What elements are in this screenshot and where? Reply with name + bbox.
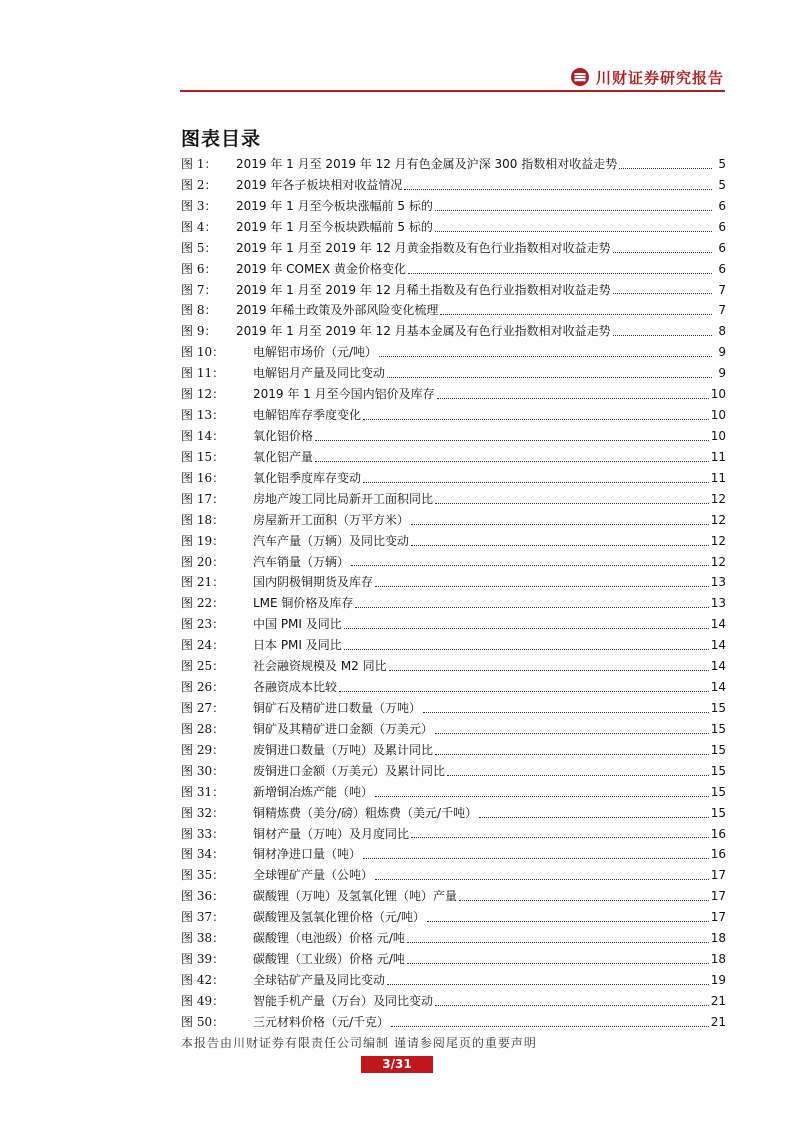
toc-entry-page: 21 [710,993,726,1008]
toc-leader-dots [479,816,709,818]
toc-entry[interactable] [181,824,726,845]
toc-entry-title: 废铜进口金额（万美元）及累计同比 [253,763,446,778]
toc-entry-page: 13 [710,575,726,590]
toc-leader-dots [389,669,709,671]
toc-entry-number: 图 22： [181,596,225,611]
toc-entry-page: 7 [718,282,726,297]
toc-entry-page: 6 [718,198,726,213]
toc-entry-title: 汽车销量（万辆） [253,554,350,569]
toc-entry-page: 15 [710,700,726,715]
toc-entry[interactable] [181,614,726,635]
toc-entry-number: 图 5： [181,240,217,255]
toc-leader-dots [427,920,709,922]
toc-entry[interactable] [181,677,726,698]
toc-entry-title: 碳酸锂（工业级）价格 元/吨 [253,952,405,967]
table-of-figures [181,154,726,1033]
toc-entry-title: 铜矿及其精矿进口金额（万美元） [253,721,434,736]
toc-entry[interactable] [181,300,726,321]
toc-entry-title: 2019 年 1 月至 2019 年 12 月黄金指数及有色行业指数相对收益走势 [236,240,611,255]
toc-leader-dots [435,732,709,734]
toc-entry-page: 9 [718,345,726,360]
toc-entry-number: 图 36： [181,889,225,904]
toc-entry-title: 汽车产量（万辆）及同比变动 [253,533,410,548]
toc-entry[interactable] [181,405,726,426]
toc-entry-title: 2019 年稀土政策及外部风险变化梳理 [236,303,439,318]
brand [570,66,724,88]
toc-entry[interactable] [181,572,726,593]
toc-entry[interactable] [181,531,726,552]
toc-entry-page: 15 [710,721,726,736]
toc-leader-dots [459,899,709,901]
toc-entry[interactable] [181,970,726,991]
toc-entry-number: 图 4： [181,219,217,234]
toc-entry-number: 图 19： [181,533,225,548]
toc-entry-number: 图 34： [181,847,225,862]
toc-entry-number: 图 6： [181,261,217,276]
toc-entry-number: 图 8： [181,303,217,318]
toc-entry-title: 氧化铝季度库存变动 [253,470,362,485]
toc-entry-page: 15 [710,784,726,799]
toc-leader-dots [407,962,709,964]
toc-entry-title: 中国 PMI 及同比 [253,617,342,632]
toc-entry-number: 图 12： [181,387,225,402]
toc-leader-dots [435,230,712,232]
toc-entry[interactable] [181,1012,726,1033]
toc-entry[interactable] [181,217,726,238]
toc-entry-number: 图 13： [181,408,225,423]
toc-entry-page: 10 [710,408,726,423]
toc-entry-title: 全球锂矿产量（公吨） [253,868,374,883]
toc-entry-title: 日本 PMI 及同比 [253,638,342,653]
toc-entry-number: 图 42： [181,972,225,987]
toc-entry[interactable] [181,844,726,865]
toc-leader-dots [613,334,712,336]
toc-entry-page: 8 [718,324,726,339]
toc-entry-title: 国内阴极铜期货及库存 [253,575,374,590]
toc-entry-title: 2019 年 COMEX 黄金价格变化 [236,261,406,276]
toc-entry[interactable] [181,740,726,761]
toc-entry-title: LME 铜价格及库存 [253,596,354,611]
toc-leader-dots [355,606,708,608]
toc-leader-dots [619,167,712,169]
toc-leader-dots [435,209,712,211]
toc-leader-dots [351,564,709,566]
toc-entry-title: 铜矿石及精矿进口数量（万吨） [253,700,422,715]
toc-entry-page: 15 [710,763,726,778]
toc-entry-number: 图 31： [181,784,225,799]
toc-leader-dots [315,460,709,462]
toc-entry-page: 18 [710,931,726,946]
chuancai-logo-icon [570,67,590,87]
toc-entry[interactable] [181,238,726,259]
toc-entry-number: 图 10： [181,345,225,360]
toc-entry-title: 2019 年 1 月至 2019 年 12 月基本金属及有色行业指数相对收益走势 [236,324,611,339]
toc-entry[interactable] [181,761,726,782]
toc-entry[interactable] [181,154,726,175]
toc-entry[interactable] [181,907,726,928]
toc-entry[interactable] [181,384,726,405]
toc-leader-dots [387,983,709,985]
toc-entry-page: 12 [710,533,726,548]
toc-entry-title: 2019 年各子板块相对收益情况 [236,177,403,192]
toc-entry-number: 图 29： [181,742,225,757]
toc-leader-dots [363,857,709,859]
toc-entry[interactable] [181,865,726,886]
toc-leader-dots [411,544,709,546]
toc-entry-title: 铜材净进口量（吨） [253,847,362,862]
toc-entry-number: 图 17： [181,491,225,506]
toc-entry[interactable] [181,175,726,196]
toc-entry-number: 图 38： [181,931,225,946]
toc-leader-dots [404,188,712,190]
toc-leader-dots [411,836,709,838]
toc-entry-number: 图 24： [181,638,225,653]
toc-entry-number: 图 20： [181,554,225,569]
toc-leader-dots [407,941,709,943]
toc-entry-number: 图 37： [181,910,225,925]
toc-leader-dots [423,711,709,713]
toc-entry[interactable] [181,363,726,384]
toc-leader-dots [363,481,709,483]
toc-leader-dots [447,774,709,776]
toc-entry-title: 铜材产量（万吨）及月度同比 [253,826,410,841]
toc-leader-dots [613,251,712,253]
toc-entry-title: 碳酸锂及氢氧化锂价格（元/吨） [253,910,426,925]
toc-entry[interactable] [181,698,726,719]
toc-leader-dots [375,585,709,587]
toc-entry[interactable] [181,991,726,1012]
toc-leader-dots [435,502,709,504]
toc-entry-page: 13 [710,596,726,611]
toc-entry-page: 10 [710,387,726,402]
toc-entry-page: 9 [718,366,726,381]
toc-entry[interactable] [181,489,726,510]
toc-entry-number: 图 23： [181,617,225,632]
toc-entry-title: 房屋新开工面积（万平方米） [253,512,410,527]
toc-leader-dots [379,355,712,357]
toc-entry-page: 21 [710,1014,726,1029]
toc-entry-page: 18 [710,952,726,967]
toc-entry-page: 14 [710,638,726,653]
toc-leader-dots [315,439,709,441]
toc-entry-page: 14 [710,680,726,695]
toc-entry-page: 14 [710,659,726,674]
toc-entry-number: 图 26： [181,680,225,695]
toc-leader-dots [613,292,712,294]
toc-entry-number: 图 7： [181,282,217,297]
toc-entry[interactable] [181,719,726,740]
toc-entry[interactable] [181,280,726,301]
toc-entry-number: 图 27： [181,700,225,715]
toc-entry-title: 电解铝库存季度变化 [253,408,362,423]
toc-entry[interactable] [181,928,726,949]
toc-entry-page: 15 [710,805,726,820]
toc-entry-page: 14 [710,617,726,632]
header-rule [180,90,725,92]
toc-entry-number: 图 21： [181,575,225,590]
toc-entry[interactable] [181,447,726,468]
toc-entry-number: 图 35： [181,868,225,883]
toc-entry-number: 图 16： [181,470,225,485]
page-number: 3/31 [361,1056,433,1073]
toc-entry-number: 图 25： [181,659,225,674]
toc-leader-dots [435,1004,709,1006]
toc-entry-title: 2019 年 1 月至今板块涨幅前 5 标的 [236,198,433,213]
toc-leader-dots [339,690,709,692]
toc-entry[interactable] [181,196,726,217]
toc-entry-number: 图 30： [181,763,225,778]
footer-disclaimer: 本报告由川财证券有限责任公司编制 谨请参阅尾页的重要声明 [181,1036,537,1050]
toc-entry-title: 房地产竣工同比局新开工面积同比 [253,491,434,506]
toc-entry-number: 图 49： [181,993,225,1008]
toc-entry[interactable] [181,321,726,342]
toc-entry-page: 16 [710,847,726,862]
toc-leader-dots [437,397,709,399]
toc-entry-title: 碳酸锂（万吨）及氢氧化锂（吨）产量 [253,889,458,904]
toc-entry-page: 10 [710,428,726,443]
toc-entry-number: 图 50： [181,1014,225,1029]
toc-leader-dots [344,648,709,650]
toc-entry[interactable] [181,552,726,573]
toc-entry-title: 智能手机产量（万台）及同比变动 [253,993,434,1008]
toc-entry-page: 11 [710,470,726,485]
toc-entry-page: 6 [718,261,726,276]
toc-entry-page: 12 [710,491,726,506]
toc-entry-title: 氧化铝产量 [253,449,314,464]
toc-entry[interactable] [181,886,726,907]
toc-entry-page: 12 [710,512,726,527]
toc-entry-page: 16 [710,826,726,841]
toc-entry-page: 5 [718,157,726,171]
toc-entry-number: 图 18： [181,512,225,527]
toc-leader-dots [387,376,712,378]
toc-leader-dots [375,878,709,880]
toc-entry-number: 图 32： [181,805,225,820]
toc-entry-page: 6 [718,240,726,255]
toc-entry[interactable] [181,803,726,824]
toc-entry-number: 图 11： [181,366,225,381]
toc-entry[interactable] [181,593,726,614]
toc-entry-number: 图 15： [181,449,225,464]
toc-entry-page: 5 [718,177,726,192]
toc-entry-title: 2019 年 1 月至 2019 年 12 月稀土指数及有色行业指数相对收益走势 [236,282,611,297]
toc-leader-dots [375,795,709,797]
toc-entry-page: 17 [710,889,726,904]
toc-entry-title: 废铜进口数量（万吨）及累计同比 [253,742,434,757]
page-title: 图表目录 [181,128,262,150]
toc-leader-dots [363,418,709,420]
toc-entry-number: 图 28： [181,721,225,736]
toc-entry-number: 图 3： [181,198,217,213]
toc-entry-title: 社会融资规模及 M2 同比 [253,659,387,674]
toc-entry-page: 7 [718,303,726,318]
toc-entry-number: 图 1： [181,157,217,171]
toc-entry-number: 图 39： [181,952,225,967]
toc-entry[interactable] [181,510,726,531]
toc-entry-title: 电解铝月产量及同比变动 [253,366,386,381]
toc-entry-page: 17 [710,910,726,925]
toc-entry-title: 电解铝市场价（元/吨） [253,345,378,360]
toc-entry[interactable] [181,426,726,447]
toc-entry-page: 17 [710,868,726,883]
toc-entry[interactable] [181,635,726,656]
toc-entry-title: 三元材料价格（元/千克） [253,1014,390,1029]
toc-entry-title: 氧化铝价格 [253,428,314,443]
toc-entry[interactable] [181,949,726,970]
toc-entry-page: 15 [710,742,726,757]
brand-name: 川财证券研究报告 [595,68,724,87]
toc-entry-title: 新增铜冶炼产能（吨） [253,784,374,799]
toc-entry-title: 全球钴矿产量及同比变动 [253,972,386,987]
toc-entry-title: 2019 年 1 月至 2019 年 12 月有色金属及沪深 300 指数相对收益走势 [236,157,618,171]
toc-entry-page: 19 [710,972,726,987]
toc-entry-title: 碳酸锂（电池级）价格 元/吨 [253,931,405,946]
toc-entry-number: 图 14： [181,428,225,443]
toc-leader-dots [408,272,712,274]
toc-entry-page: 11 [710,449,726,464]
toc-entry-title: 2019 年 1 月至今板块跌幅前 5 标的 [236,219,433,234]
toc-entry-number: 图 33： [181,826,225,841]
toc-leader-dots [391,1025,709,1027]
toc-entry-page: 6 [718,219,726,234]
toc-leader-dots [344,627,709,629]
toc-leader-dots [435,753,709,755]
toc-entry[interactable] [181,468,726,489]
toc-entry-number: 图 2： [181,177,217,192]
toc-entry[interactable] [181,782,726,803]
toc-entry-title: 2019 年 1 月至今国内铝价及库存 [253,387,435,402]
toc-entry-title: 各融资成本比较 [253,680,338,695]
toc-entry[interactable] [181,259,726,280]
toc-entry[interactable] [181,656,726,677]
toc-leader-dots [440,313,712,315]
toc-entry-number: 图 9： [181,324,217,339]
toc-entry-title: 铜精炼费（美分/磅）粗炼费（美元/千吨） [253,805,478,820]
toc-leader-dots [411,523,709,525]
toc-entry-page: 12 [710,554,726,569]
toc-entry[interactable] [181,342,726,363]
